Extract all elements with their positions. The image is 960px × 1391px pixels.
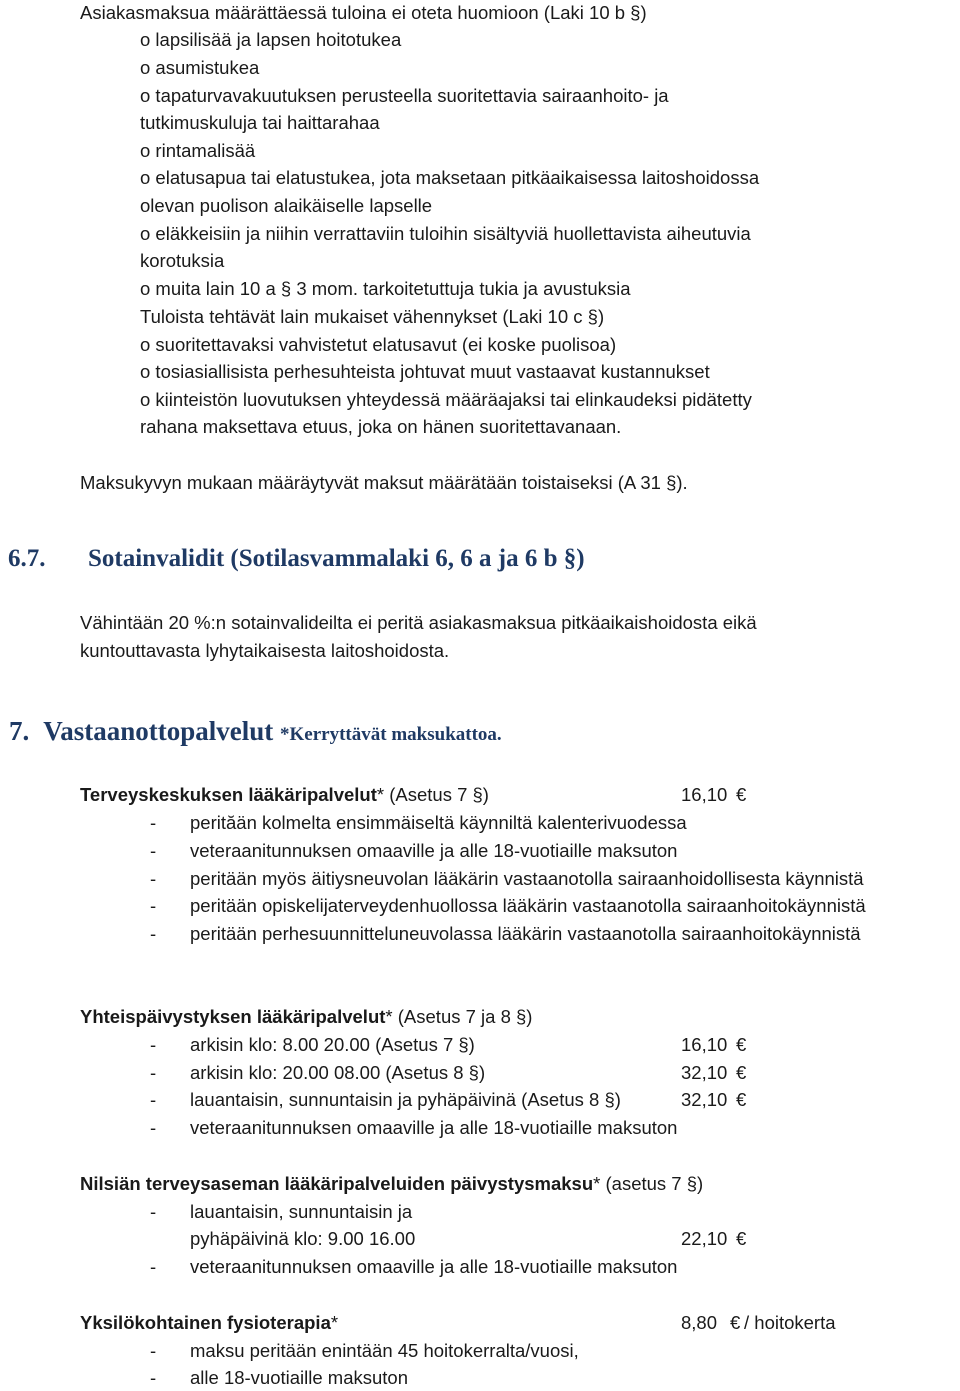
list-item: o lapsilisää ja lapsen hoitotukea: [140, 29, 402, 50]
section-note: *Kerryttävät maksukattoa.: [280, 724, 502, 745]
list-item: arkisin klo: 8.00 20.00 (Asetus 7 §): [190, 1034, 475, 1055]
dash: -: [150, 812, 157, 833]
euro-icon: €: [730, 1312, 741, 1333]
list-item: o eläkkeisiin ja niihin verrattaviin tuloihin sisältyviä huollettavista aiheutuvia: [140, 223, 751, 244]
euro-icon: €: [736, 1089, 747, 1110]
dash: -: [150, 840, 157, 861]
list-item: o tosiasiallisista perhesuhteista johtuvat muut vastaavat kustannukset: [140, 361, 710, 382]
service-name: Yksilökohtainen fysioterapia: [80, 1312, 331, 1333]
list-item: o elatusapua tai elatustukea, jota maksetaan pitkäaikaisessa laitoshoidossa: [140, 167, 760, 188]
deductions-heading: Tuloista tehtävät lain mukaiset vähennykset (Laki 10 c §): [140, 306, 605, 327]
service-ref: * (Asetus 7 ja 8 §): [385, 1006, 533, 1027]
list-item: perităän kolmelta ensimmäiseltä käynniltä kalenterivuodessa: [190, 812, 687, 833]
price: 32,10: [681, 1089, 728, 1110]
list-item: o rintamalisää: [140, 140, 256, 161]
euro-icon: €: [736, 1062, 747, 1083]
section-number: 6.7.: [8, 545, 46, 572]
section-body-line: kuntouttavasta lyhytaikaisesta laitoshoidosta.: [80, 640, 450, 661]
list-item: alle 18-vuotiaille maksuton: [190, 1367, 409, 1388]
list-item: lauantaisin, sunnuntaisin ja: [190, 1201, 413, 1222]
service-title-terveyskeskus: [80, 782, 489, 808]
intro-heading: Asiakasmaksua määrättäessä tuloina ei oteta huomioon (Laki 10 b §): [80, 2, 647, 23]
price: 16,10: [681, 784, 728, 805]
list-item: korotuksia: [140, 250, 225, 271]
dash: -: [150, 1089, 157, 1110]
dash: -: [150, 1256, 157, 1277]
list-item: arkisin klo: 20.00 08.00 (Asetus 8 §): [190, 1062, 486, 1083]
price-unit: / hoitokerta: [744, 1312, 836, 1333]
dash: -: [150, 1367, 157, 1388]
list-item: peritään myös äitiysneuvolan lääkärin vastaanotolla sairaanhoidollisesta käynnistä: [190, 868, 864, 889]
euro-icon: €: [736, 1034, 747, 1055]
service-name: Nilsiän terveysaseman lääkäripalveluiden päivystysmaksu: [80, 1173, 594, 1194]
dash: -: [150, 923, 157, 944]
list-item: rahana maksettava etuus, joka on hänen suoritettavanaan.: [140, 416, 622, 437]
section-body-line: Vähintään 20 %:n sotainvalideilta ei peritä asiakasmaksua pitkäaikaishoidosta eikä: [80, 612, 757, 633]
price: 32,10: [681, 1062, 728, 1083]
list-item: veteraanitunnuksen omaaville ja alle 18-vuotiaille maksuton: [190, 840, 678, 861]
service-name: Terveyskeskuksen lääkäripalvelut: [80, 784, 377, 805]
dash: -: [150, 1034, 157, 1055]
list-item: o kiinteistön luovutuksen yhteydessä määräajaksi tai elinkaudeksi pidätetty: [140, 389, 752, 410]
list-item: peritään opiskelijaterveydenhuollossa lääkärin vastaanotolla sairaanhoitokäynnistä: [190, 895, 866, 916]
list-item: olevan puolison alaikäiselle lapselle: [140, 195, 433, 216]
price: 16,10: [681, 1034, 728, 1055]
dash: -: [150, 895, 157, 916]
list-item: veteraanitunnuksen omaaville ja alle 18-vuotiaille maksuton: [190, 1117, 678, 1138]
service-ref: *: [330, 1312, 339, 1333]
list-item: o tapaturvavakuutuksen perusteella suoritettavia sairaanhoito- ja: [140, 85, 669, 106]
service-title-yhteispaivystys: [80, 1004, 532, 1030]
service-title-nilsia: [80, 1171, 703, 1197]
euro-icon: €: [736, 1228, 747, 1249]
dash: -: [150, 1062, 157, 1083]
service-title-fysioterapia: [80, 1310, 338, 1336]
list-item: veteraanitunnuksen omaaville ja alle 18-vuotiaille maksuton: [190, 1256, 678, 1277]
list-item: o asumistukea: [140, 57, 260, 78]
section-title: Sotainvalidit (Sotilasvammalaki 6, 6 a ja 6 b §): [88, 545, 585, 572]
closing-paragraph: Maksukyvyn mukaan määräytyvät maksut määrätään toistaiseksi (A 31 §).: [80, 472, 688, 493]
dash: -: [150, 1340, 157, 1361]
dash: -: [150, 1201, 157, 1222]
list-item: peritään perhesuunnitteluneuvolassa lääkärin vastaanotolla sairaanhoitokäynnistä: [190, 923, 861, 944]
list-item: maksu peritään enintään 45 hoitokerralta/vuosi,: [190, 1340, 579, 1361]
dash: -: [150, 1117, 157, 1138]
price: 8,80: [681, 1312, 718, 1333]
list-item: o muita lain 10 a § 3 mom. tarkoitetuttuja tukia ja avustuksia: [140, 278, 631, 299]
price: 22,10: [681, 1228, 728, 1249]
list-item: lauantaisin, sunnuntaisin ja pyhäpäivinä (Asetus 8 §): [190, 1089, 621, 1110]
list-item-continued: pyhäpäivinä klo: 9.00 16.00: [190, 1228, 416, 1249]
section-number: 7.: [9, 716, 30, 746]
section-heading-7: [9, 716, 502, 747]
dash: -: [150, 868, 157, 889]
service-ref: * (Asetus 7 §): [376, 784, 489, 805]
service-ref: * (asetus 7 §): [593, 1173, 704, 1194]
list-item: tutkimuskuluja tai haittarahaa: [140, 112, 380, 133]
euro-icon: €: [736, 784, 747, 805]
list-item: o suoritettavaksi vahvistetut elatusavut (ei koske puolisoa): [140, 334, 617, 355]
section-title: Vastaanottopalvelut: [43, 716, 274, 746]
service-name: Yhteispäivystyksen lääkäripalvelut: [80, 1006, 386, 1027]
